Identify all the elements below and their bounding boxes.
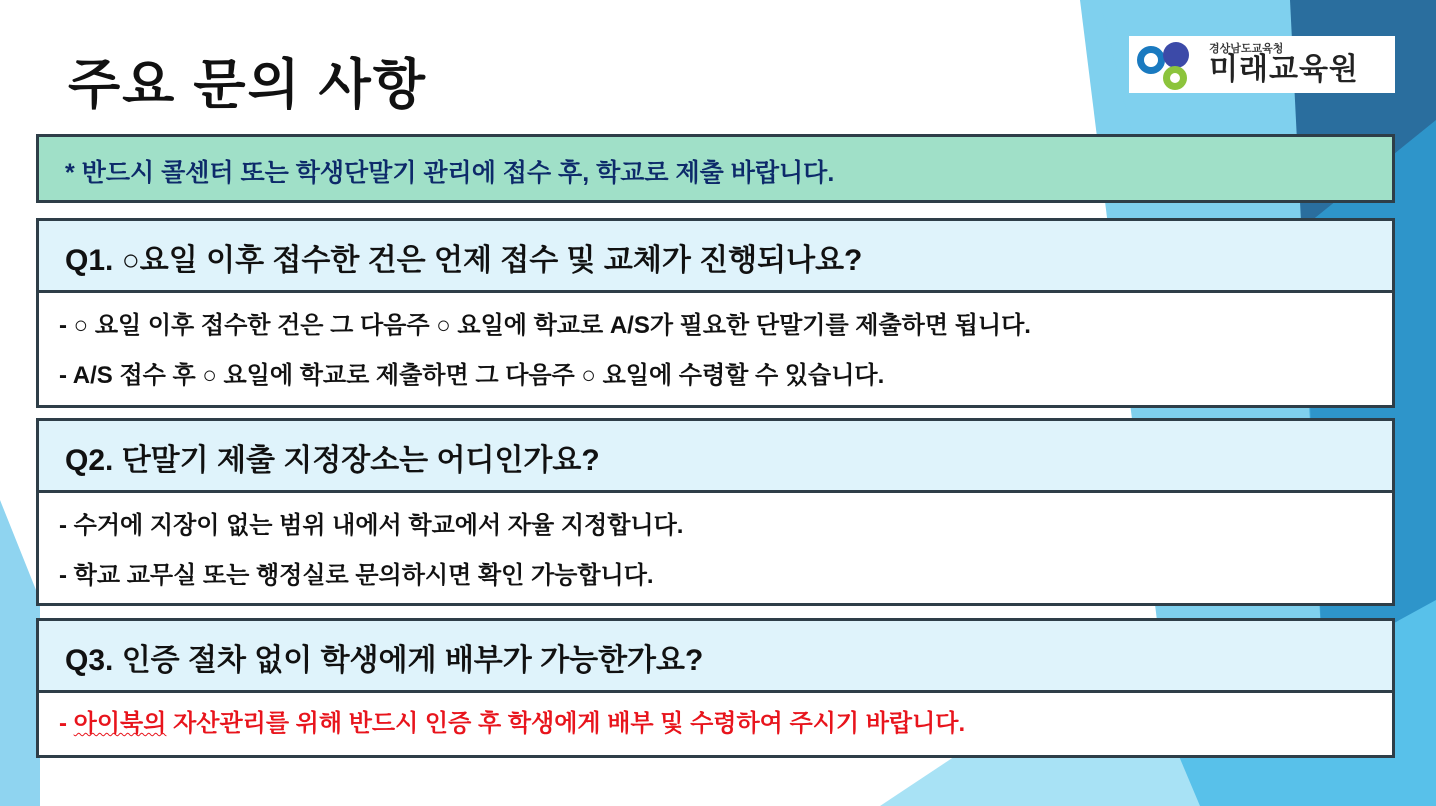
faq-question: Q1. ○요일 이후 접수한 건은 언제 접수 및 교체가 진행되나요? xyxy=(39,221,1392,290)
faq-answer: - ○ 요일 이후 접수한 건은 그 다음주 ○ 요일에 학교로 A/S가 필요한 단말기를 제출하면 됩니다. xyxy=(59,312,1031,339)
notice-banner: * 반드시 콜센터 또는 학생단말기 관리에 접수 후, 학교로 제출 바랍니다. xyxy=(36,134,1395,203)
faq-item-1 xyxy=(36,218,1395,408)
logo-name: 미래교육원 xyxy=(1209,53,1359,86)
logo-circles-icon xyxy=(1137,40,1199,90)
faq-question: Q3. 인증 절차 없이 학생에게 배부가 가능한가요? xyxy=(39,621,1392,690)
faq-answer: - A/S 접수 후 ○ 요일에 학교로 제출하면 그 다음주 ○ 요일에 수령할 수 있습니다. xyxy=(59,362,885,389)
faq-item-3 xyxy=(36,618,1395,758)
logo xyxy=(1129,36,1395,93)
page-title: 주요 문의 사항 xyxy=(68,55,427,115)
answer-dash: - xyxy=(59,710,74,737)
faq-answer: - 학교 교무실 또는 행정실로 문의하시면 확인 가능합니다. xyxy=(59,562,654,589)
faq-answer xyxy=(59,699,1392,749)
faq-answer: - 수거에 지장이 없는 범위 내에서 학교에서 자율 지정합니다. xyxy=(59,512,684,539)
answer-text: 자산관리를 위해 반드시 인증 후 학생에게 배부 및 수령하여 주시기 바랍니다. xyxy=(173,710,966,737)
logo-subtitle: 경상남도교육청 xyxy=(1209,43,1284,55)
spellcheck-word: 아이북의 xyxy=(73,710,167,737)
faq-question: Q2. 단말기 제출 지정장소는 어디인가요? xyxy=(39,421,1392,490)
faq-item-2 xyxy=(36,418,1395,606)
